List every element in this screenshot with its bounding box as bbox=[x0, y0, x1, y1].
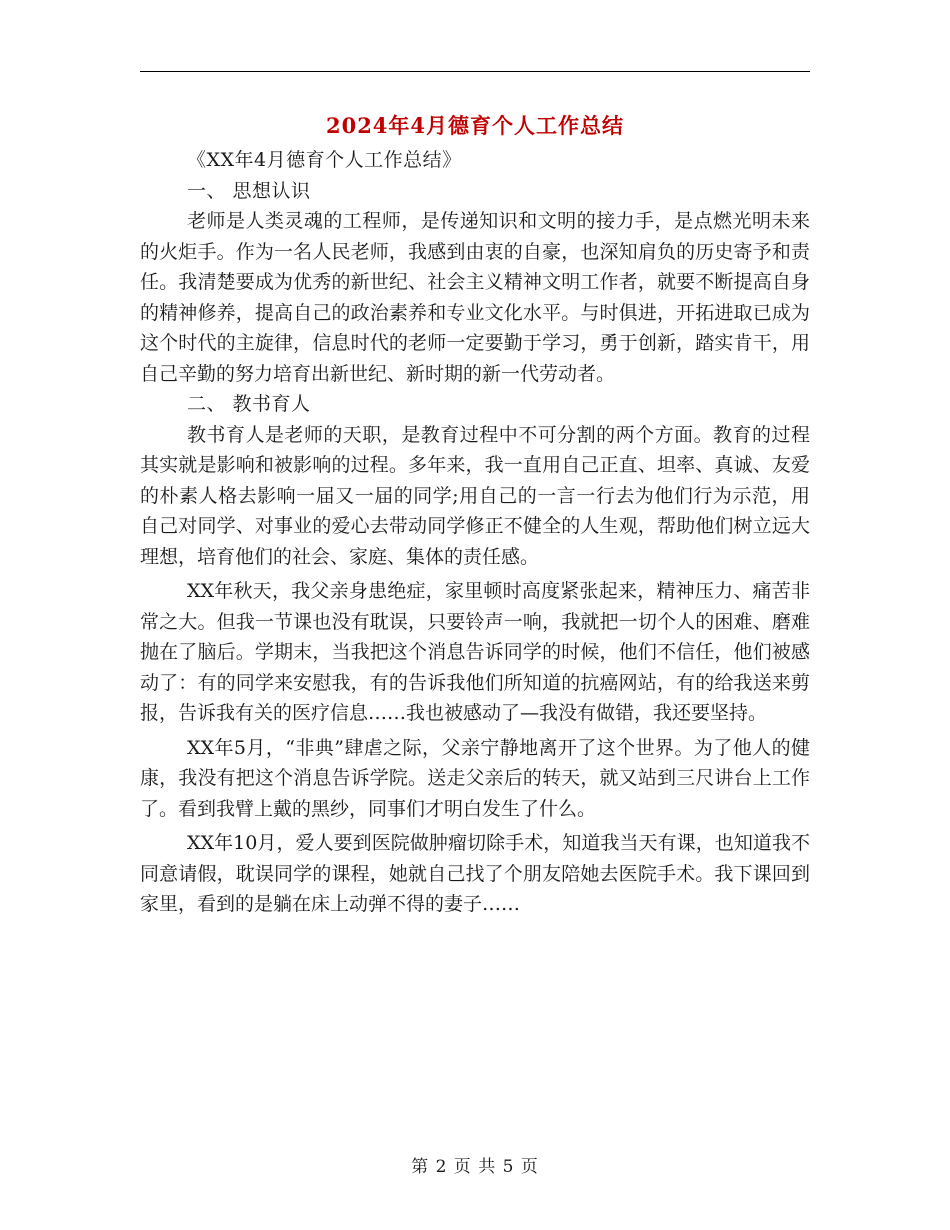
document-subtitle: 《XX年4月德育个人工作总结》 bbox=[187, 149, 462, 171]
paragraph: 老师是人类灵魂的工程师，是传递知识和文明的接力手，是点燃光明未来的火炬手。作为一名人民老师，我感到由衷的自豪，也深知肩负的历史寄予和责任。我清楚要成为优秀的新世纪、社会主义精神文明工作者，就要不断提高自身的精神修养，提高自己的政治素养和专业文化水平。与时俱进，开拓进取已成为这个时代的主旋律，信息时代的老师一定要勤于学习，勇于创新，踏实肯干，用自己辛勤的努力培育出新世纪、新时期的新一代劳动者。 bbox=[140, 210, 810, 385]
section-heading-2: 二、 教书育人 bbox=[187, 393, 311, 415]
header-rule bbox=[140, 71, 810, 72]
paragraph: XX年5月，“非典”肆虐之际，父亲宁静地离开了这个世界。为了他人的健康，我没有把这个消息告诉学院。送走父亲后的转天，就又站到三尺讲台上工作了。看到我臂上戴的黑纱，同事们才明白发生了什么。 bbox=[140, 736, 810, 820]
paragraph: XX年10月，爱人要到医院做肿瘤切除手术，知道我当天有课，也知道我不同意请假，耽误同学的课程，她就自己找了个朋友陪她去医院手术。我下课回到家里，看到的是躺在床上动弹不得的妻子…… bbox=[140, 832, 810, 915]
page-number: 第 2 页 共 5 页 bbox=[411, 1157, 539, 1177]
document-title: 2024年4月德育个人工作总结 bbox=[325, 113, 625, 138]
paragraph: XX年秋天，我父亲身患绝症，家里顿时高度紧张起来，精神压力、痛苦非常之大。但我一节课也没有耽误，只要铃声一响，我就把一切个人的困难、磨难抛在了脑后。学期末，当我把这个消息告诉同学的时候，他们不信任，他们被感动了：有的同学来安慰我，有的告诉我他们所知道的抗癌网站，有的给我送来剪报，告诉我有关的医疗信息……我也被感动了—我没有做错，我还要坚持。 bbox=[140, 580, 810, 724]
document-body bbox=[140, 145, 810, 920]
paragraph: 教书育人是老师的天职，是教育过程中不可分割的两个方面。教育的过程其实就是影响和被影响的过程。多年来，我一直用自己正直、坦率、真诚、友爱的朴素人格去影响一届又一届的同学;用自己的一言一行去为他们行为示范，用自己对同学、对事业的爱心去带动同学修正不健全的人生观，帮助他们树立远大理想，培育他们的社会、家庭、集体的责任感。 bbox=[140, 423, 810, 568]
section-heading-1: 一、 思想认识 bbox=[187, 179, 311, 202]
